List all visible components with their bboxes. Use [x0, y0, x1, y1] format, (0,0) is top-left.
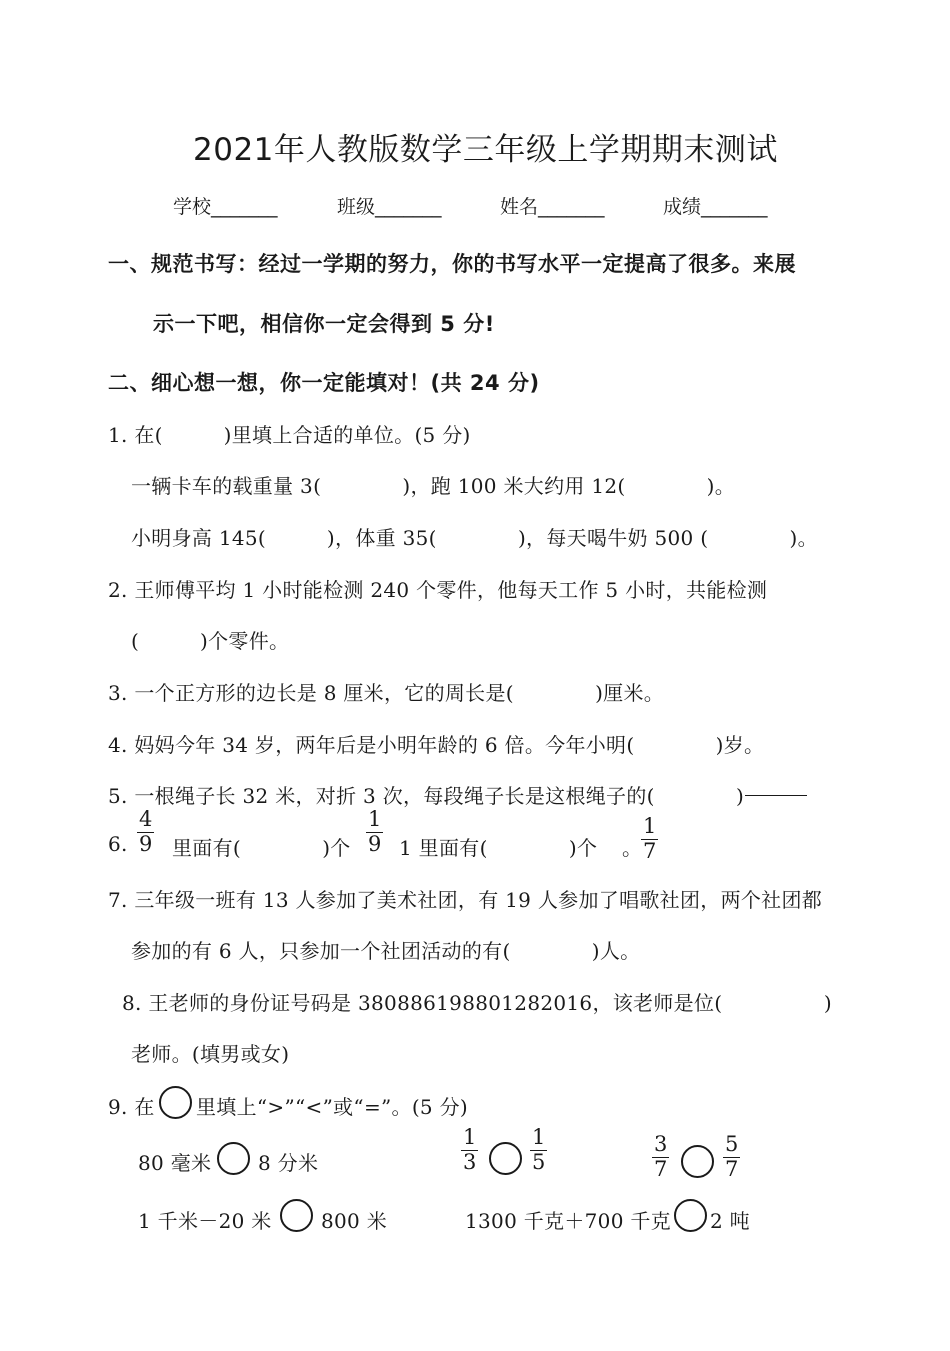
class-field[interactable]: 班级_______: [337, 196, 442, 218]
question-6-label: 6.: [108, 832, 128, 856]
fraction-one-ninth: [366, 808, 383, 856]
fraction-one-seventh: [641, 815, 658, 863]
compare-1-left: 80 毫米: [138, 1151, 212, 1175]
question-1-line-b: 小明身高 145( )，体重 35( )，每天喝牛奶 500 ( )。: [131, 526, 818, 550]
fraction-numerator: 1: [532, 1125, 546, 1149]
fraction-denominator: 9: [139, 831, 153, 856]
answer-circle-3[interactable]: [681, 1145, 714, 1178]
question-7-line-a: 7. 三年级一班有 13 人参加了美术社团，有 19 人参加了唱歌社团，两个社团都: [108, 888, 823, 912]
question-9-prefix: 9. 在: [108, 1095, 155, 1119]
section-two-heading: 二、细心想一想，你一定能填对！(共 24 分): [108, 371, 540, 395]
compare-2-right: [530, 1126, 547, 1174]
fraction-numerator: 1: [463, 1125, 477, 1149]
answer-circle-1[interactable]: [217, 1142, 250, 1175]
question-2-line-a: 2. 王师傅平均 1 小时能检测 240 个零件，他每天工作 5 小时，共能检测: [108, 578, 768, 602]
fraction-numerator: 1: [643, 814, 657, 838]
answer-circle-4[interactable]: [280, 1199, 313, 1232]
fraction-numerator: 1: [368, 807, 382, 831]
answer-circle-2[interactable]: [489, 1142, 522, 1175]
question-6-dot: 。: [622, 836, 643, 860]
question-3: 3. 一个正方形的边长是 8 厘米，它的周长是( )厘米。: [108, 681, 665, 705]
question-5: 5. 一根绳子长 32 米，对折 3 次，每段绳子长是这根绳子的( ): [108, 784, 745, 808]
compare-3-left: [652, 1133, 669, 1181]
page-title: 2021年人教版数学三年级上学期期末测试: [193, 132, 778, 168]
question-2-line-b: ( )个零件。: [131, 629, 290, 653]
fraction-denominator: 7: [654, 1156, 668, 1181]
compare-4-left: 1 千米－20 米: [138, 1209, 272, 1233]
compare-1-right: 8 分米: [258, 1151, 319, 1175]
strike-line: [745, 795, 807, 796]
fraction-numerator: 4: [139, 807, 153, 831]
compare-2-left: [461, 1126, 478, 1174]
question-9-instruction: 里填上“>”“<”或“=”。(5 分): [196, 1095, 469, 1119]
fraction-numerator: 3: [654, 1132, 668, 1156]
section-one-line-1: 一、规范书写：经过一学期的努力，你的书写水平一定提高了很多。来展: [108, 252, 796, 276]
fraction-numerator: 5: [725, 1132, 739, 1156]
compare-5-left: 1300 千克＋700 千克: [465, 1209, 671, 1233]
school-field[interactable]: 学校_______: [173, 196, 278, 218]
question-8-line-b: 老师。(填男或女): [131, 1042, 290, 1066]
question-7-line-b: 参加的有 6 人，只参加一个社团活动的有( )人。: [131, 939, 641, 963]
fraction-denominator: 7: [725, 1156, 739, 1181]
question-4: 4. 妈妈今年 34 岁，两年后是小明年龄的 6 倍。今年小明( )岁。: [108, 733, 765, 757]
answer-circle-example: [159, 1086, 192, 1119]
fraction-denominator: 7: [643, 838, 657, 863]
name-field[interactable]: 姓名_______: [500, 196, 605, 218]
answer-circle-5[interactable]: [674, 1199, 707, 1232]
question-6-text-b: 1 里面有( )个: [399, 836, 598, 860]
fraction-denominator: 5: [532, 1149, 546, 1174]
question-6-text-a: 里面有( )个: [172, 836, 351, 860]
section-one-line-2: 示一下吧，相信你一定会得到 5 分!: [153, 312, 495, 336]
fraction-four-ninths: [137, 808, 154, 856]
score-field[interactable]: 成绩_______: [663, 196, 768, 218]
question-1-line-a: 一辆卡车的载重量 3( )，跑 100 米大约用 12( )。: [131, 474, 736, 498]
compare-5-right: 2 吨: [710, 1209, 750, 1233]
fraction-denominator: 9: [368, 831, 382, 856]
compare-4-right: 800 米: [321, 1209, 388, 1233]
question-8-line-a: 8. 王老师的身份证号码是 380886198801282016，该老师是位( ): [122, 991, 832, 1015]
question-1-stem: 1. 在( )里填上合适的单位。(5 分): [108, 423, 471, 447]
fraction-denominator: 3: [463, 1149, 477, 1174]
compare-3-right: [723, 1133, 740, 1181]
